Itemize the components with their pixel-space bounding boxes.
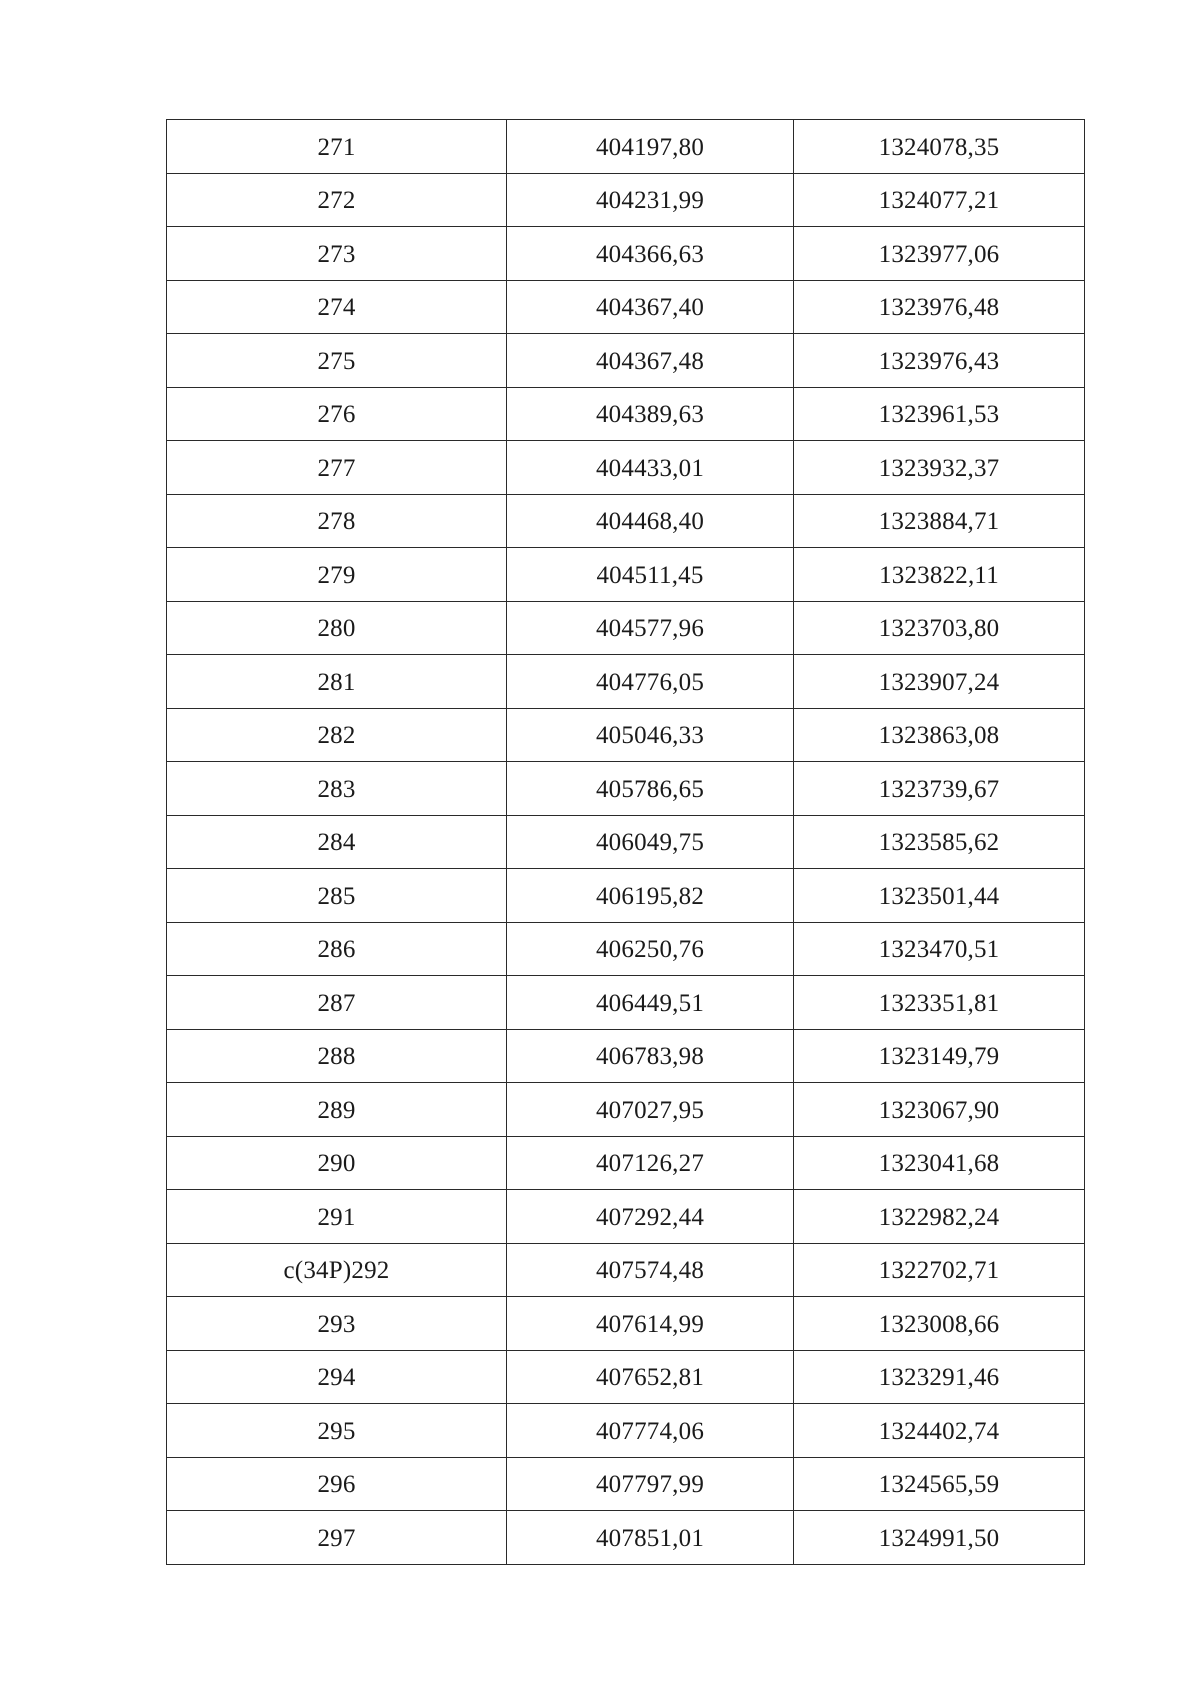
table-row (167, 601, 1085, 655)
table-row (167, 227, 1085, 281)
x-coordinate-cell: 404367,48 (507, 334, 794, 388)
table-row (167, 1511, 1085, 1565)
y-coordinate-cell: 1323291,46 (794, 1350, 1085, 1404)
y-coordinate-cell: 1323907,24 (794, 655, 1085, 709)
y-coordinate-cell: 1323822,11 (794, 548, 1085, 602)
table-row (167, 441, 1085, 495)
point-number-cell: 287 (167, 976, 507, 1030)
x-coordinate-cell: 407652,81 (507, 1350, 794, 1404)
x-coordinate-cell: 404468,40 (507, 494, 794, 548)
table-row (167, 387, 1085, 441)
x-coordinate-cell: 404511,45 (507, 548, 794, 602)
x-coordinate-cell: 407126,27 (507, 1136, 794, 1190)
point-number-cell: 274 (167, 280, 507, 334)
x-coordinate-cell: 404389,63 (507, 387, 794, 441)
x-coordinate-cell: 407292,44 (507, 1190, 794, 1244)
y-coordinate-cell: 1323351,81 (794, 976, 1085, 1030)
point-number-cell: 278 (167, 494, 507, 548)
point-number-cell: 293 (167, 1297, 507, 1351)
table-row (167, 1457, 1085, 1511)
table-row (167, 922, 1085, 976)
y-coordinate-cell: 1323884,71 (794, 494, 1085, 548)
x-coordinate-cell: 407851,01 (507, 1511, 794, 1565)
x-coordinate-cell: 407614,99 (507, 1297, 794, 1351)
y-coordinate-cell: 1323501,44 (794, 869, 1085, 923)
point-number-cell: 282 (167, 708, 507, 762)
table-row (167, 1190, 1085, 1244)
coordinates-table (166, 119, 1085, 1565)
table-row (167, 1297, 1085, 1351)
x-coordinate-cell: 406049,75 (507, 815, 794, 869)
point-number-cell: 279 (167, 548, 507, 602)
table-row (167, 280, 1085, 334)
x-coordinate-cell: 404433,01 (507, 441, 794, 495)
table-row (167, 1136, 1085, 1190)
table-row (167, 548, 1085, 602)
y-coordinate-cell: 1323067,90 (794, 1083, 1085, 1137)
x-coordinate-cell: 404776,05 (507, 655, 794, 709)
table-row (167, 1350, 1085, 1404)
point-number-cell: 289 (167, 1083, 507, 1137)
x-coordinate-cell: 405786,65 (507, 762, 794, 816)
table-row (167, 976, 1085, 1030)
x-coordinate-cell: 404577,96 (507, 601, 794, 655)
point-number-cell: 284 (167, 815, 507, 869)
y-coordinate-cell: 1323585,62 (794, 815, 1085, 869)
table-row (167, 334, 1085, 388)
x-coordinate-cell: 406449,51 (507, 976, 794, 1030)
y-coordinate-cell: 1323739,67 (794, 762, 1085, 816)
y-coordinate-cell: 1324991,50 (794, 1511, 1085, 1565)
y-coordinate-cell: 1323932,37 (794, 441, 1085, 495)
point-number-cell: 271 (167, 120, 507, 174)
point-number-cell: 294 (167, 1350, 507, 1404)
y-coordinate-cell: 1323041,68 (794, 1136, 1085, 1190)
table-row (167, 869, 1085, 923)
point-number-cell: 273 (167, 227, 507, 281)
table-row (167, 1029, 1085, 1083)
y-coordinate-cell: 1323008,66 (794, 1297, 1085, 1351)
point-number-cell: 280 (167, 601, 507, 655)
point-number-cell: 275 (167, 334, 507, 388)
table-row (167, 120, 1085, 174)
point-number-cell: 272 (167, 173, 507, 227)
y-coordinate-cell: 1323149,79 (794, 1029, 1085, 1083)
point-number-cell: 296 (167, 1457, 507, 1511)
point-number-cell: 297 (167, 1511, 507, 1565)
x-coordinate-cell: 404231,99 (507, 173, 794, 227)
x-coordinate-cell: 407574,48 (507, 1243, 794, 1297)
x-coordinate-cell: 405046,33 (507, 708, 794, 762)
y-coordinate-cell: 1324078,35 (794, 120, 1085, 174)
table-row (167, 655, 1085, 709)
x-coordinate-cell: 404197,80 (507, 120, 794, 174)
point-number-cell: 288 (167, 1029, 507, 1083)
y-coordinate-cell: 1324402,74 (794, 1404, 1085, 1458)
coordinates-table-body (167, 120, 1085, 1565)
table-row (167, 1404, 1085, 1458)
point-number-cell: 291 (167, 1190, 507, 1244)
y-coordinate-cell: 1324565,59 (794, 1457, 1085, 1511)
x-coordinate-cell: 406783,98 (507, 1029, 794, 1083)
point-number-cell: 281 (167, 655, 507, 709)
x-coordinate-cell: 404366,63 (507, 227, 794, 281)
table-row (167, 494, 1085, 548)
table-row (167, 173, 1085, 227)
y-coordinate-cell: 1323976,48 (794, 280, 1085, 334)
y-coordinate-cell: 1322702,71 (794, 1243, 1085, 1297)
point-number-cell: 283 (167, 762, 507, 816)
point-number-cell: 277 (167, 441, 507, 495)
y-coordinate-cell: 1323977,06 (794, 227, 1085, 281)
x-coordinate-cell: 406195,82 (507, 869, 794, 923)
y-coordinate-cell: 1323470,51 (794, 922, 1085, 976)
y-coordinate-cell: 1324077,21 (794, 173, 1085, 227)
table-row (167, 1243, 1085, 1297)
point-number-cell: 276 (167, 387, 507, 441)
x-coordinate-cell: 407797,99 (507, 1457, 794, 1511)
y-coordinate-cell: 1322982,24 (794, 1190, 1085, 1244)
point-number-cell: c(34P)292 (167, 1243, 507, 1297)
table-row (167, 708, 1085, 762)
table-row (167, 762, 1085, 816)
y-coordinate-cell: 1323703,80 (794, 601, 1085, 655)
table-row (167, 815, 1085, 869)
x-coordinate-cell: 407774,06 (507, 1404, 794, 1458)
table-row (167, 1083, 1085, 1137)
x-coordinate-cell: 404367,40 (507, 280, 794, 334)
point-number-cell: 286 (167, 922, 507, 976)
y-coordinate-cell: 1323976,43 (794, 334, 1085, 388)
point-number-cell: 295 (167, 1404, 507, 1458)
x-coordinate-cell: 407027,95 (507, 1083, 794, 1137)
y-coordinate-cell: 1323863,08 (794, 708, 1085, 762)
point-number-cell: 285 (167, 869, 507, 923)
y-coordinate-cell: 1323961,53 (794, 387, 1085, 441)
point-number-cell: 290 (167, 1136, 507, 1190)
x-coordinate-cell: 406250,76 (507, 922, 794, 976)
